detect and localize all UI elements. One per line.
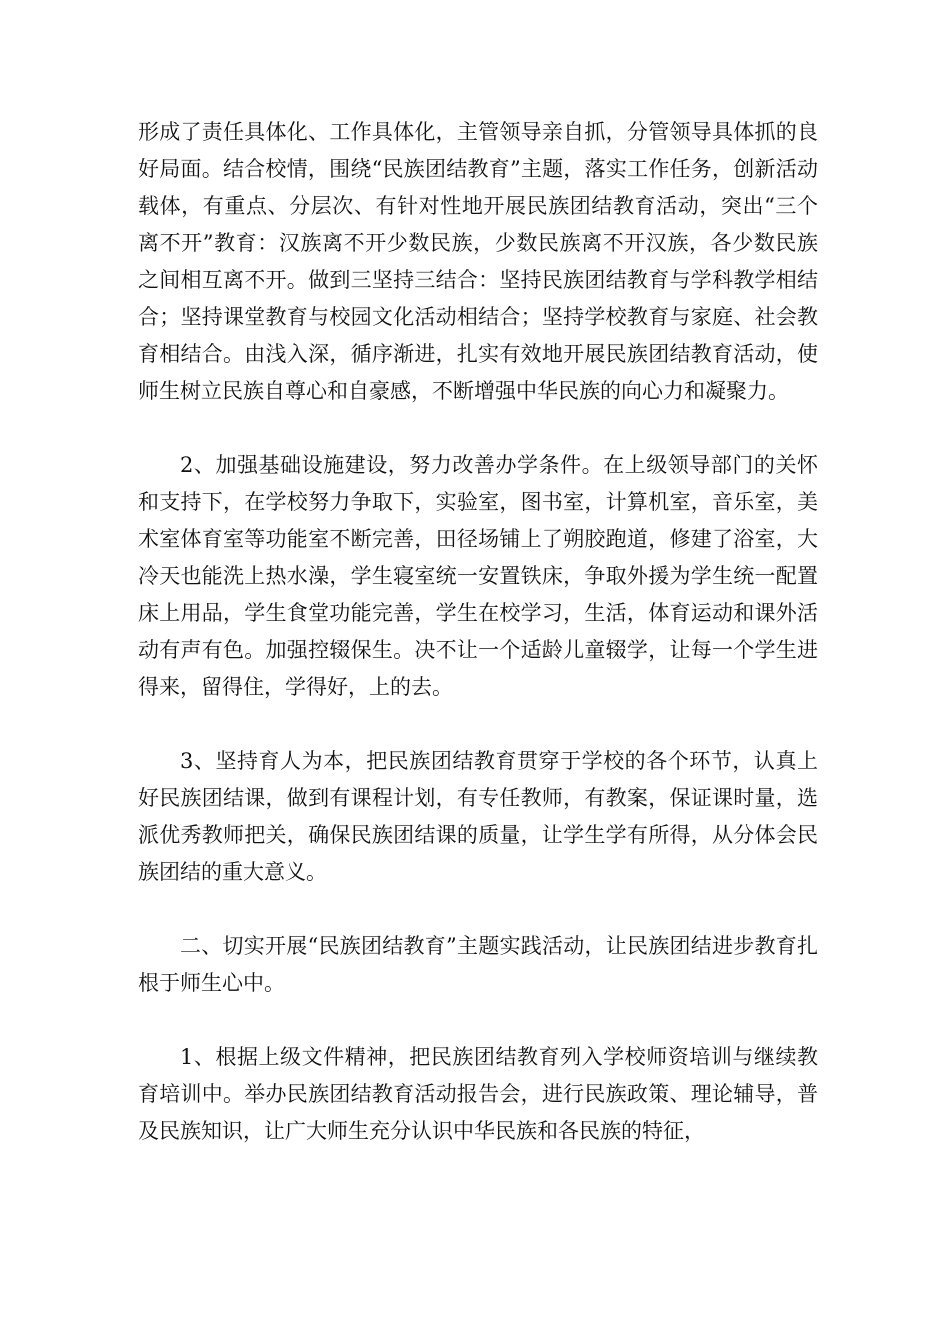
paragraph-infrastructure: 2、加强基础设施建设，努力改善办学条件。在上级领导部门的关怀和支持下，在学校努力争取下，实验室，图书室，计算机室，音乐室，美术室体育室等功能室不断完善，田径场铺上了朔胶跑道，修建了浴室，大冷天也能洗上热水澡，学生寝室统一安置铁床，争取外援为学生统一配置床上用品，学生食堂功能完善，学生在校学习，生活，体育运动和课外活动有声有色。加强控辍保生。决不让一个适龄儿童辍学，让每一个学生进得来，留得住，学得好，上的去。 bbox=[138, 453, 818, 699]
paragraph-continued-intro: 形成了责任具体化、工作具体化，主管领导亲自抓，分管领导具体抓的良好局面。结合校情，围绕“民族团结教育”主题，落实工作任务，创新活动载体，有重点、分层次、有针对性地开展民族团结教育活动，突出“三个离不开”教育：汉族离不开少数民族，少数民族离不开汉族，各少数民族之间相互离不开。做到三坚持三结合：坚持民族团结教育与学科教学相结合；坚持课堂教育与校园文化活动相结合；坚持学校教育与家庭、社会教育相结合。由浅入深，循序渐进，扎实有效地开展民族团结教育活动，使师生树立民族自尊心和自豪感，不断增强中华民族的向心力和凝聚力。 bbox=[138, 120, 818, 403]
section-heading-practice-activities: 二、切实开展“民族团结教育”主题实践活动，让民族团结进步教育扎根于师生心中。 bbox=[138, 934, 818, 995]
paragraph-training: 1、根据上级文件精神，把民族团结教育列入学校师资培训与继续教育培训中。举办民族团结教育活动报告会，进行民族政策、理论辅导，普及民族知识，让广大师生充分认识中华民族和各民族的特征， bbox=[138, 1045, 818, 1143]
paragraph-education-core: 3、坚持育人为本，把民族团结教育贯穿于学校的各个环节，认真上好民族团结课，做到有课程计划，有专任教师，有教案，保证课时量，选派优秀教师把关，确保民族团结课的质量，让学生学有所得，从分体会民族团结的重大意义。 bbox=[138, 749, 818, 884]
document-body bbox=[138, 114, 818, 1187]
